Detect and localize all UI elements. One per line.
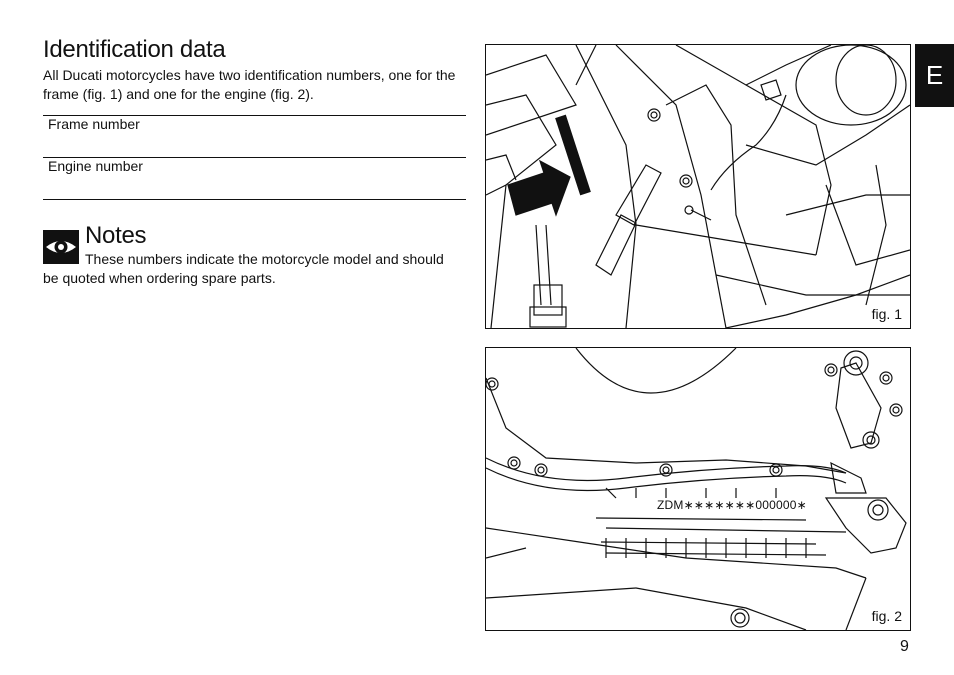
figure-2-engine-number [485, 347, 911, 631]
figure-1-caption: fig. 1 [871, 306, 902, 322]
notes-heading: Notes [85, 222, 147, 249]
engine-number-field [43, 157, 466, 199]
page-number: 9 [900, 638, 909, 655]
engine-number-label: Engine number [48, 158, 143, 174]
figure-1-frame-number [485, 44, 911, 329]
divider [43, 199, 466, 200]
notes-text: These numbers indicate the motorcycle model and should be quoted when ordering spare parts. [43, 251, 444, 286]
figure-2-caption: fig. 2 [871, 608, 902, 624]
frame-number-field [43, 115, 466, 157]
frame-number-label: Frame number [48, 116, 140, 132]
engine-illustration [486, 348, 910, 630]
page-title: Identification data [43, 36, 226, 63]
frame-illustration [486, 45, 910, 328]
engine-number-stamp: ZDM∗∗∗∗∗∗∗000000∗ [657, 498, 807, 512]
intro-paragraph: All Ducati motorcycles have two identification numbers, one for the frame (fig. 1) and one for the engine (fig. 2). [43, 67, 456, 102]
language-tab: E [915, 44, 954, 107]
